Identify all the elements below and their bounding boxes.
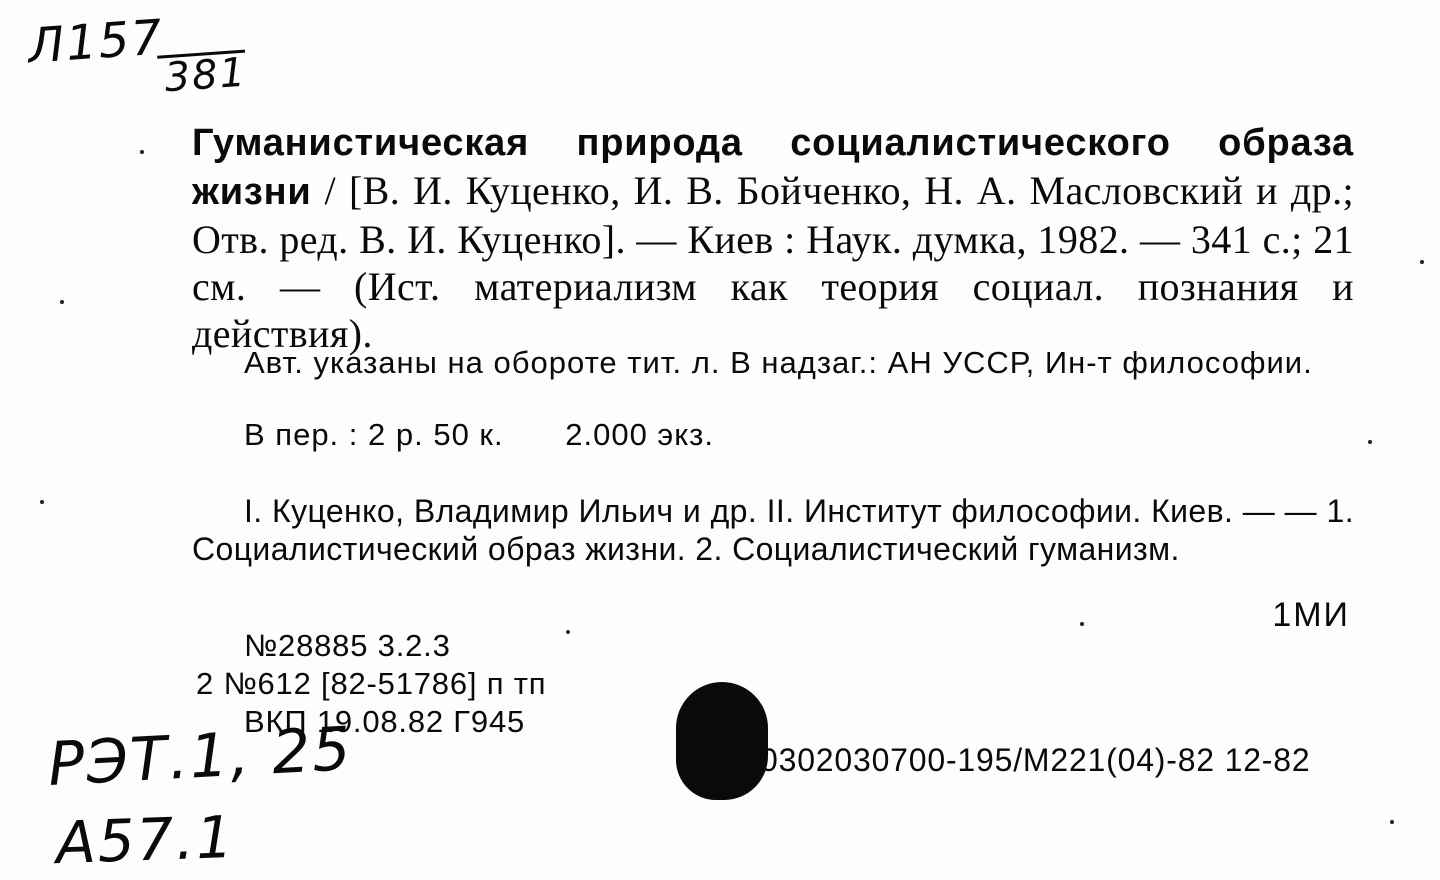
order-number: №28885 3.2.3 [244, 628, 451, 663]
handwritten-shelfmark-sub: 381 [157, 50, 248, 99]
scan-speck [1368, 440, 1372, 444]
scan-speck [1080, 622, 1084, 626]
subject-tracing: I. Куценко, Владимир Ильич и др. II. Институт философии. Киев. — — 1. Социалистический образ жизни. 2. Социалистический гуманизм. [192, 493, 1354, 567]
price: В пер. : 2 р. 50 к. [244, 417, 504, 452]
scan-speck [60, 300, 64, 304]
handwritten-shelfmark-main: Л157 [26, 9, 166, 75]
handwritten-shelfmark [26, 9, 249, 102]
bibliographic-entry [192, 118, 1354, 357]
authors-note: Авт. указаны на обороте тит. л. В надзаг.: АН УССР, Ин-т философии. [244, 345, 1313, 380]
handwritten-classification-2: А57.1 [54, 802, 236, 878]
publication-code: 0302030700-195/М221(04)-82 12-82 [760, 742, 1311, 778]
book-description: / [В. И. Куценко, И. В. Бойченко, Н. А. Масловский и др.; Отв. ред. В. И. Куценко]. — Киев : Наук. думка, 1982. — 341 с.; 21 см. — (Ист. материализм как теория социал. познания и действия). [192, 168, 1354, 356]
imi-code: 1МИ [1272, 596, 1350, 634]
scan-speck [566, 630, 570, 634]
book-title: Гуманистическая природа социалистического образа жизни [192, 122, 1354, 213]
handwritten-classification-1: РЭТ.1, 25 [46, 714, 355, 800]
scan-speck [140, 150, 144, 154]
copies-count: 2.000 экз. [565, 417, 714, 452]
scan-speck [1390, 820, 1394, 824]
price-line [244, 418, 766, 452]
scan-speck [40, 500, 44, 504]
card-number: 2 №612 [82-51786] п тп [196, 666, 547, 701]
vkp-code: ВКП 19.08.82 Г945 [244, 704, 526, 739]
scan-speck [1420, 260, 1424, 264]
punch-hole [676, 682, 768, 800]
